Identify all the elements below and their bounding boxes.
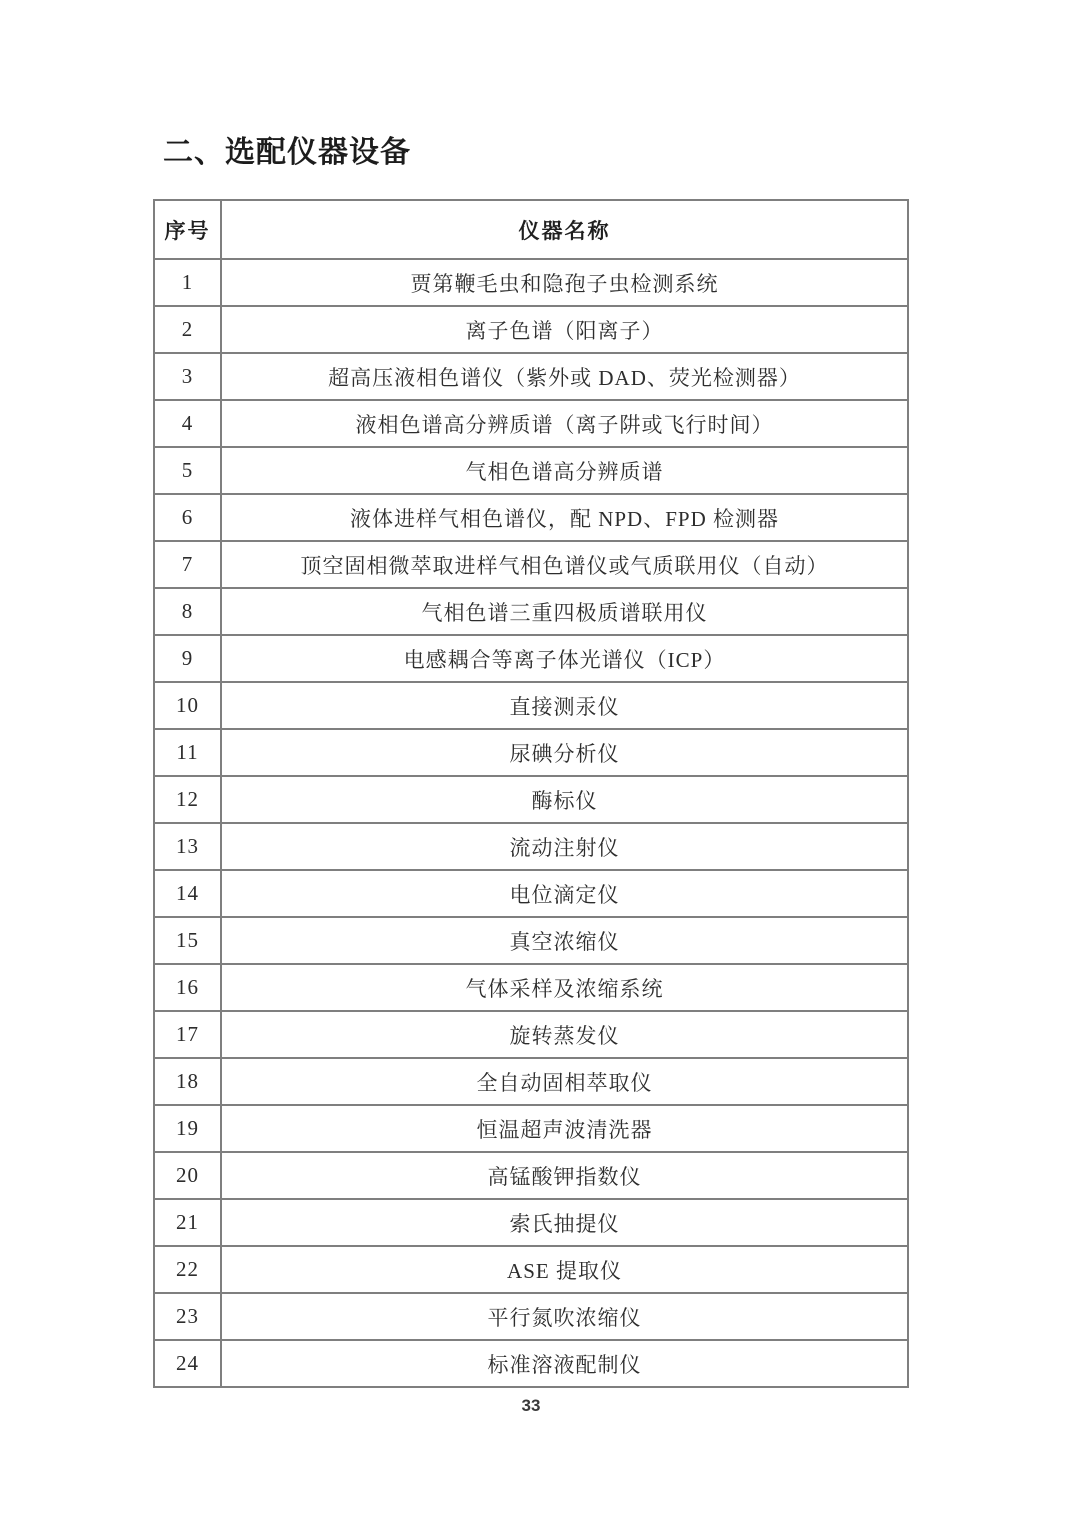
row-serial-number: 6 xyxy=(154,494,221,541)
table-row xyxy=(154,1152,908,1199)
instrument-name: 旋转蒸发仪 xyxy=(221,1011,908,1058)
row-serial-number: 11 xyxy=(154,729,221,776)
equipment-table xyxy=(153,199,909,1388)
instrument-name: 气体采样及浓缩系统 xyxy=(221,964,908,1011)
table-row xyxy=(154,400,908,447)
row-serial-number: 17 xyxy=(154,1011,221,1058)
row-serial-number: 10 xyxy=(154,682,221,729)
row-serial-number: 18 xyxy=(154,1058,221,1105)
table-row xyxy=(154,447,908,494)
table-row xyxy=(154,823,908,870)
table-row xyxy=(154,682,908,729)
table-header-row xyxy=(154,200,908,259)
section-title: 二、选配仪器设备 xyxy=(163,136,411,169)
instrument-name: ASE 提取仪 xyxy=(221,1246,908,1293)
page-number: 33 xyxy=(521,1396,541,1415)
row-serial-number: 2 xyxy=(154,306,221,353)
instrument-name: 直接测汞仪 xyxy=(221,682,908,729)
row-serial-number: 7 xyxy=(154,541,221,588)
row-serial-number: 23 xyxy=(154,1293,221,1340)
table-row xyxy=(154,1199,908,1246)
row-serial-number: 3 xyxy=(154,353,221,400)
row-serial-number: 1 xyxy=(154,259,221,306)
instrument-name: 电位滴定仪 xyxy=(221,870,908,917)
table-row xyxy=(154,776,908,823)
instrument-name: 超高压液相色谱仪（紫外或 DAD、荧光检测器） xyxy=(221,353,908,400)
table-row xyxy=(154,541,908,588)
instrument-name: 气相色谱三重四极质谱联用仪 xyxy=(221,588,908,635)
instrument-name: 平行氮吹浓缩仪 xyxy=(221,1293,908,1340)
instrument-name: 离子色谱（阳离子） xyxy=(221,306,908,353)
instrument-name: 全自动固相萃取仪 xyxy=(221,1058,908,1105)
table-row xyxy=(154,870,908,917)
instrument-name: 气相色谱高分辨质谱 xyxy=(221,447,908,494)
table-row xyxy=(154,1105,908,1152)
table-head xyxy=(154,200,908,259)
instrument-name: 恒温超声波清洗器 xyxy=(221,1105,908,1152)
table-row xyxy=(154,494,908,541)
row-serial-number: 22 xyxy=(154,1246,221,1293)
row-serial-number: 9 xyxy=(154,635,221,682)
instrument-name: 流动注射仪 xyxy=(221,823,908,870)
row-serial-number: 19 xyxy=(154,1105,221,1152)
instrument-name: 尿碘分析仪 xyxy=(221,729,908,776)
row-serial-number: 24 xyxy=(154,1340,221,1387)
instrument-name: 电感耦合等离子体光谱仪（ICP） xyxy=(221,635,908,682)
table-row xyxy=(154,353,908,400)
row-serial-number: 12 xyxy=(154,776,221,823)
table-row xyxy=(154,1340,908,1387)
instrument-name: 标准溶液配制仪 xyxy=(221,1340,908,1387)
row-serial-number: 15 xyxy=(154,917,221,964)
instrument-name: 液相色谱高分辨质谱（离子阱或飞行时间） xyxy=(221,400,908,447)
instrument-name: 高锰酸钾指数仪 xyxy=(221,1152,908,1199)
table-row xyxy=(154,1293,908,1340)
header-cell-instrument-name: 仪器名称 xyxy=(221,200,908,259)
table-row xyxy=(154,964,908,1011)
table-row xyxy=(154,635,908,682)
table-row xyxy=(154,306,908,353)
row-serial-number: 8 xyxy=(154,588,221,635)
table-row xyxy=(154,588,908,635)
instrument-name: 索氏抽提仪 xyxy=(221,1199,908,1246)
row-serial-number: 13 xyxy=(154,823,221,870)
row-serial-number: 4 xyxy=(154,400,221,447)
table-row xyxy=(154,259,908,306)
instrument-name: 真空浓缩仪 xyxy=(221,917,908,964)
instrument-name: 顶空固相微萃取进样气相色谱仪或气质联用仪（自动） xyxy=(221,541,908,588)
table-row xyxy=(154,1058,908,1105)
row-serial-number: 5 xyxy=(154,447,221,494)
instrument-name: 酶标仪 xyxy=(221,776,908,823)
row-serial-number: 20 xyxy=(154,1152,221,1199)
table-row xyxy=(154,1246,908,1293)
instrument-name: 液体进样气相色谱仪，配 NPD、FPD 检测器 xyxy=(221,494,908,541)
table-body xyxy=(154,259,908,1387)
header-cell-serial-number: 序号 xyxy=(154,200,221,259)
row-serial-number: 14 xyxy=(154,870,221,917)
row-serial-number: 21 xyxy=(154,1199,221,1246)
table-row xyxy=(154,1011,908,1058)
table-row xyxy=(154,729,908,776)
row-serial-number: 16 xyxy=(154,964,221,1011)
instrument-name: 贾第鞭毛虫和隐孢子虫检测系统 xyxy=(221,259,908,306)
table-row xyxy=(154,917,908,964)
